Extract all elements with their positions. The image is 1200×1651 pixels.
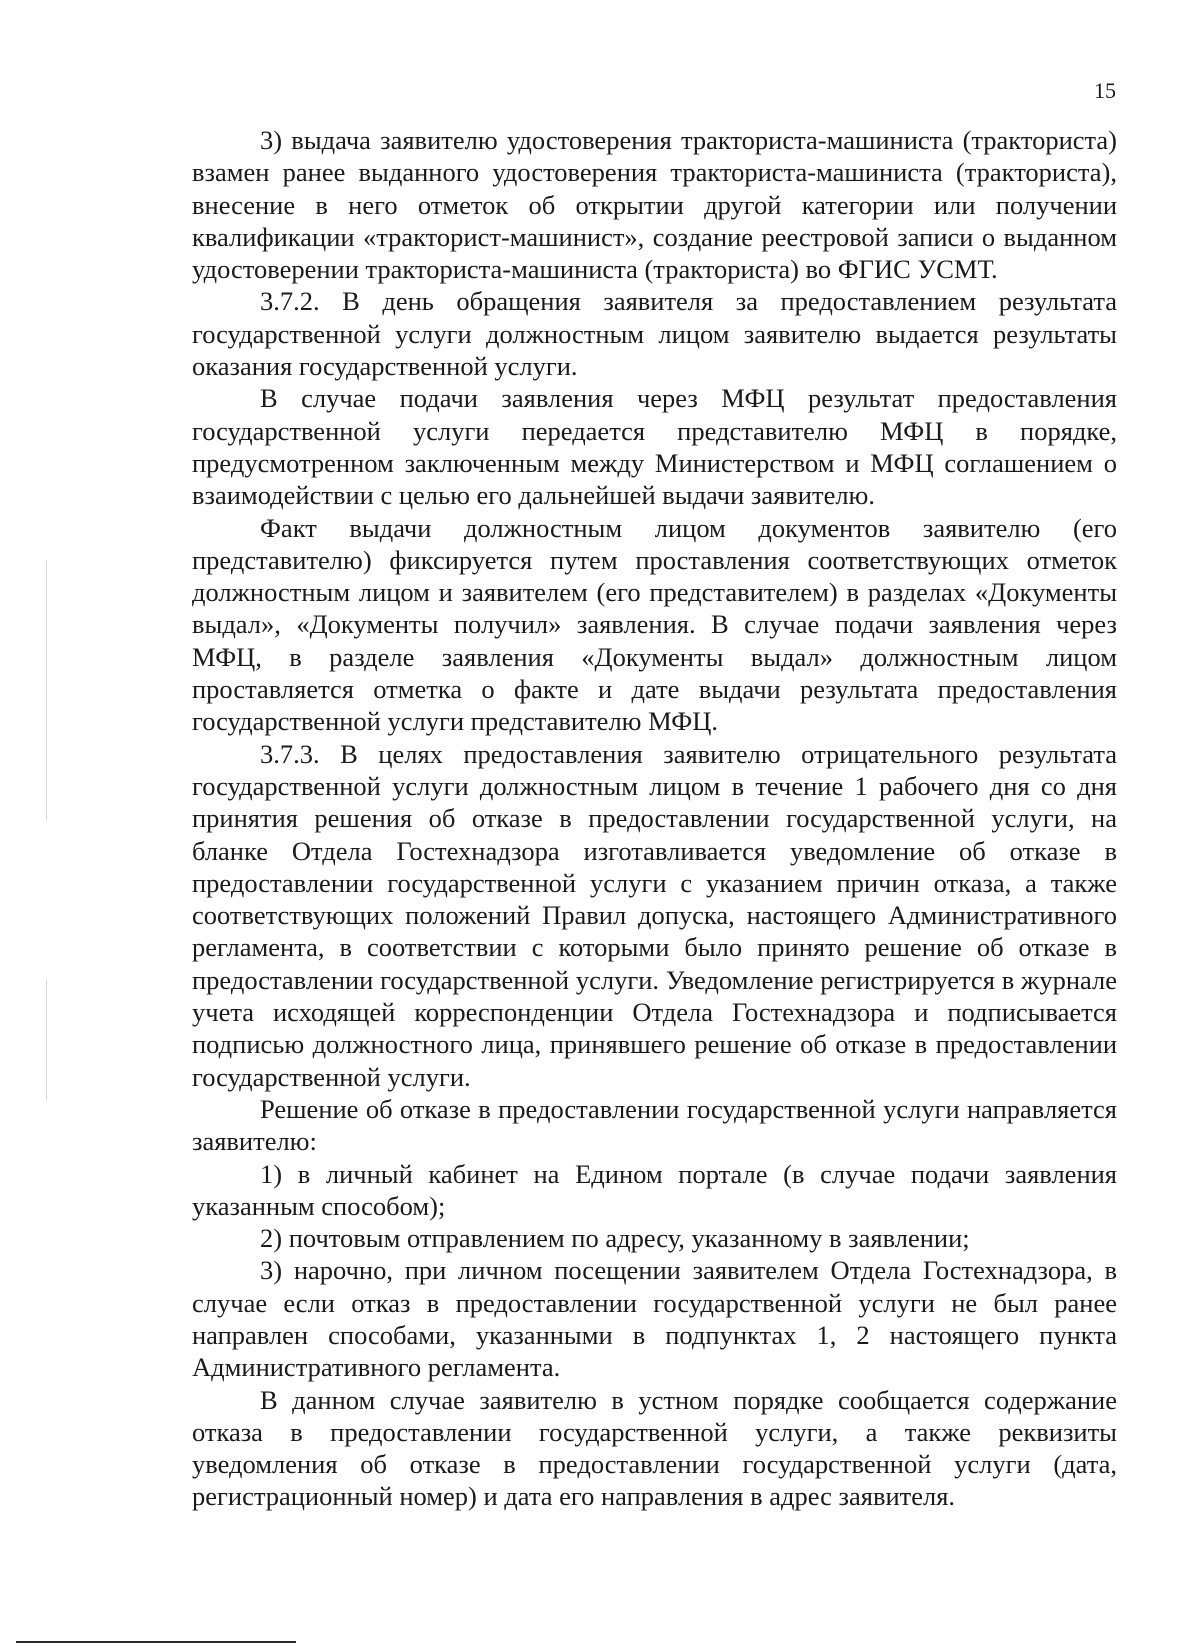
list-item-personal-account: 1) в личный кабинет на Едином портале (в случае подачи заявления указанным способом); — [192, 1158, 1117, 1221]
paragraph-item-3-card-replacement: 3) выдача заявителю удостоверения тракториста-машиниста (тракториста) взамен ранее выданного удостоверения тракториста-машиниста (тракториста), внесение в него отметок об открытии другой категории или получении квалификации «тракторист-машинист», создание реестровой записи о выданном удостоверении тракториста-машиниста (тракториста) во ФГИС УСМТ. — [192, 125, 1117, 285]
scan-margin-line — [46, 980, 47, 1100]
paragraph-mfc-transfer: В случае подачи заявления через МФЦ результат предоставления государственной услуги передается представителю МФЦ в порядке, предусмотренном заключенным между Министерством и МФЦ соглашением о взаимодействии с целью его дальнейшей выдачи заявителю. — [192, 383, 1117, 511]
paragraph-oral-notice: В данном случае заявителю в устном порядке сообщается содержание отказа в предоставлении государственной услуги, а также реквизиты уведомления об отказе в предоставлении государственной услуги (дата, регистрационный номер) и дата его направления в адрес заявителя. — [192, 1384, 1117, 1512]
list-item-in-person: 3) нарочно, при личном посещении заявителем Отдела Гостехнадзора, в случае если отказ в предоставлении государственной услуги не был ранее направлен способами, указанными в подпунктах 1, 2 настоящего пункта Административного регламента. — [192, 1255, 1117, 1383]
paragraph-3-7-2: 3.7.2. В день обращения заявителя за предоставлением результата государственной услуги должностным лицом заявителю выдается результаты оказания государственной услуги. — [192, 286, 1117, 382]
document-body — [192, 124, 1117, 1513]
paragraph-refusal-sent: Решение об отказе в предоставлении государственной услуги направляется заявителю: — [192, 1093, 1117, 1157]
footer-rule — [16, 1641, 296, 1643]
scan-margin-line — [46, 560, 47, 820]
paragraph-3-7-3: 3.7.3. В целях предоставления заявителю отрицательного результата государственной услуги должностным лицом в течение 1 рабочего дня со дня принятия решения об отказе в предоставлении государственной услуги, на бланке Отдела Гостехнадзора изготавливается уведомление об отказе в предоставлении государственной услуги с указанием причин отказа, а также соответствующих положений Правил допуска, настоящего Административного регламента, в соответствии с которыми было принято решение об отказе в предоставлении государственной услуги. Уведомление регистрируется в журнале учета исходящей корреспонденции Отдела Гостехнадзора и подписывается подписью должностного лица, принявшего решение об отказе в предоставлении государственной услуги. — [192, 738, 1117, 1092]
page-number: 15 — [1094, 78, 1116, 103]
list-item-postal: 2) почтовым отправлением по адресу, указанному в заявлении; — [260, 1223, 970, 1254]
paragraph-issuance-record: Факт выдачи должностным лицом документов заявителю (его представителю) фиксируется путем проставления соответствующих отметок должностным лицом и заявителем (его представителем) в разделах «Документы выдал», «Документы получил» заявления. В случае подачи заявления через МФЦ, в разделе заявления «Документы выдал» должностным лицом проставляется отметка о факте и дате выдачи результата предоставления государственной услуги представителю МФЦ. — [192, 512, 1117, 737]
